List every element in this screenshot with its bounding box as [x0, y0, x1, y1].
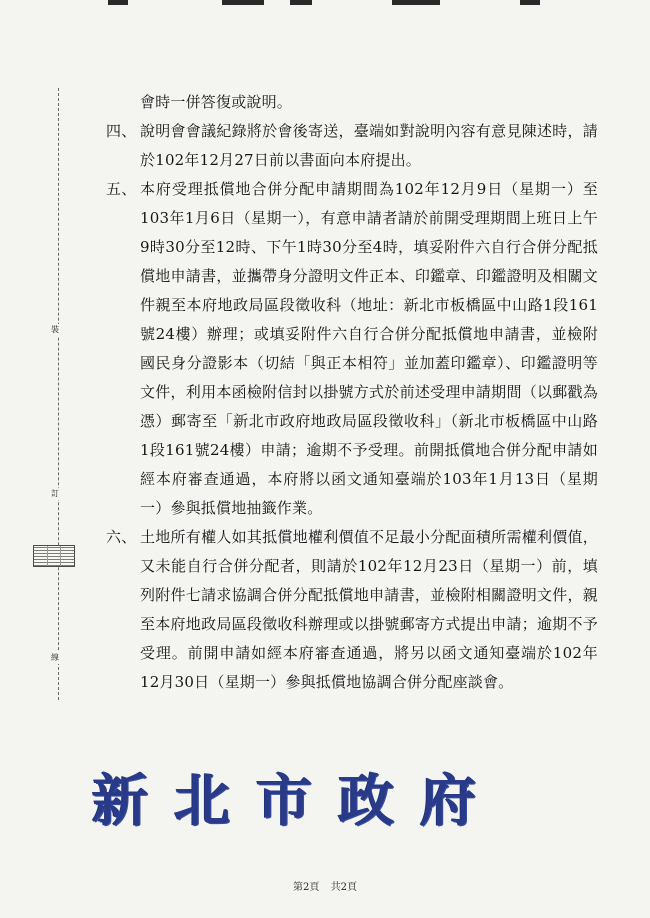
- seal-char: 市: [256, 769, 318, 834]
- scan-mark: [392, 0, 440, 5]
- page-footer: [0, 878, 650, 893]
- official-seal: [92, 762, 482, 832]
- binding-line: [58, 88, 59, 700]
- page-number: 第2頁: [293, 882, 320, 893]
- scan-mark: [108, 0, 128, 5]
- paragraph-continuation: [106, 88, 598, 117]
- seal-char: 政: [338, 769, 400, 834]
- scan-mark: [290, 0, 312, 5]
- paragraph-text: 土地所有權人如其抵償地權利價值不足最小分配面積所需權利價值，又未能自行合併分配者，則請於102年12月23日（星期一）前，填列附件七請求協調合併分配抵償地申請書，並檢附相關證明文件，親至本府地政局區段徵收科辦理或以掛號郵寄方式提出申請；逾期不予受理。前開申請如經本府審查通過，將另以函文通知臺端於102年12月30日（星期一）參與抵償地協調合併分配座談會。: [140, 528, 598, 691]
- paragraph-item-4: [106, 117, 598, 175]
- paragraph-number: 六、: [106, 528, 137, 546]
- seal-char: 北: [174, 769, 236, 834]
- scan-mark: [222, 0, 264, 5]
- seal-char: 新: [92, 769, 154, 834]
- binding-char-top: 裝: [51, 325, 59, 334]
- paragraph-text: 本府受理抵償地合併分配申請期間為102年12月9日（星期一）至103年1月6日（星期一），有意申請者請於前開受理期間上班日上午9時30分至12時、下午1時30分至4時，填妥附件六自行合併分配抵償地申請書，並攜帶身分證明文件正本、印鑑章、印鑑證明及相關文件親至本府地政局區段徵收科（地址：新北市板橋區中山路1段161號24樓）辦理；或填妥附件六自行合併分配抵償地申請書，並檢附國民身分證影本（切結「與正本相符」並加蓋印鑑章）、印鑑證明等文件，利用本函檢附信封以掛號方式於前述受理申請期間（以郵戳為憑）郵寄至「新北市政府地政局區段徵收科」（新北市板橋區中山路1段161號24樓）申請；逾期不予受理。前開抵償地合併分配申請如經本府審查通過，本府將以函文通知臺端於103年1月13日（星期一）參與抵償地抽籤作業。: [140, 180, 598, 517]
- paragraph-number: 四、: [106, 122, 137, 140]
- seal-char: 府: [420, 769, 482, 834]
- document-body: [106, 88, 598, 697]
- paragraph-number: 五、: [106, 180, 137, 198]
- paragraph-text: 會時一併答復或說明。: [140, 93, 293, 111]
- paragraph-item-6: [106, 523, 598, 697]
- binding-char-bottom: 線: [51, 653, 59, 662]
- page-total: 共2頁: [330, 882, 357, 893]
- binding-stamp: [33, 545, 75, 567]
- binding-char-middle: 訂: [51, 489, 59, 498]
- paragraph-item-5: [106, 175, 598, 523]
- scan-mark: [520, 0, 540, 5]
- paragraph-text: 說明會會議紀錄將於會後寄送，臺端如對說明內容有意見陳述時，請於102年12月27日前以書面向本府提出。: [140, 122, 598, 169]
